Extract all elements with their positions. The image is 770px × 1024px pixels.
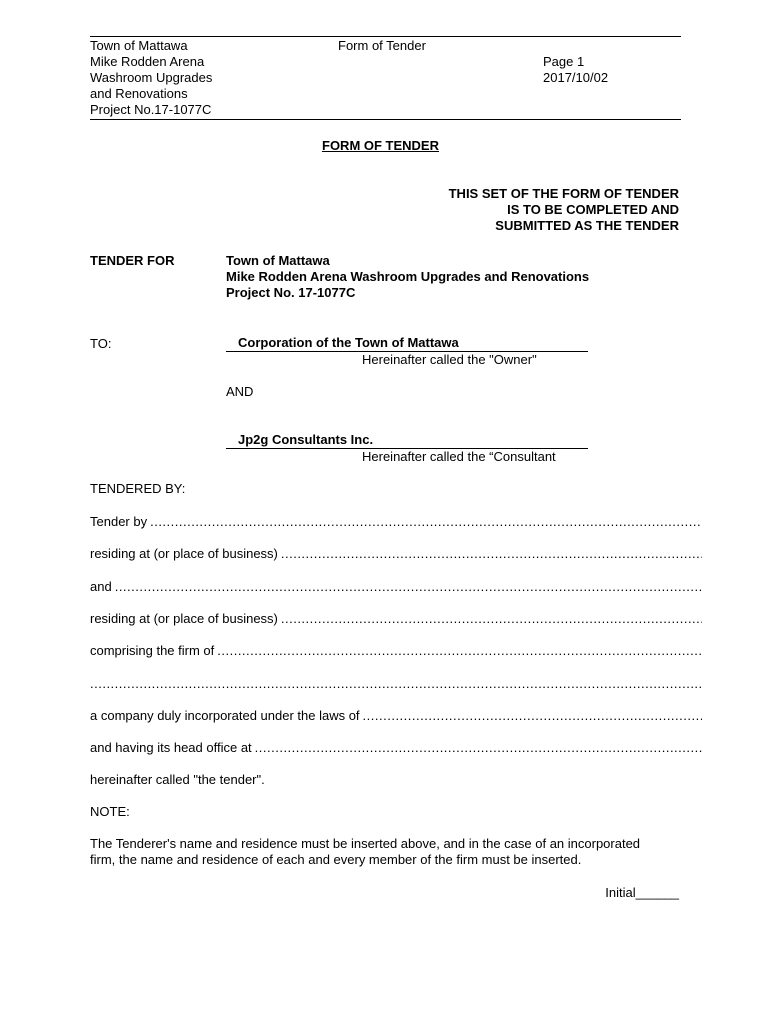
firm-continuation-field[interactable] bbox=[90, 675, 702, 691]
fill-line bbox=[150, 514, 702, 529]
field-label: Tender by bbox=[90, 514, 148, 529]
page-title: FORM OF TENDER bbox=[322, 138, 439, 153]
field-label: residing at (or place of business) bbox=[90, 546, 278, 561]
note-line: The Tenderer's name and residence must be inserted above, and in the case of an incorporated bbox=[90, 836, 641, 851]
note-text bbox=[90, 836, 640, 868]
tender-for-line: Town of Mattawa bbox=[226, 253, 330, 268]
fill-line bbox=[281, 546, 702, 561]
header-line: Mike Rodden Arena bbox=[90, 54, 205, 69]
consultant-line bbox=[226, 431, 588, 449]
field-label: comprising the firm of bbox=[90, 643, 215, 658]
instruction-block bbox=[449, 186, 679, 234]
fill-line bbox=[115, 579, 702, 594]
header-project-info bbox=[90, 38, 212, 118]
header-line: Washroom Upgrades bbox=[90, 70, 213, 85]
tender-for-label: TENDER FOR bbox=[90, 253, 175, 268]
tender-for-details bbox=[226, 253, 589, 301]
consultant-caption: Hereinafter called the “Consultant bbox=[362, 449, 556, 464]
header-center-title: Form of Tender bbox=[338, 38, 426, 53]
header-date: 2017/10/02 bbox=[543, 70, 609, 85]
head-office-field[interactable] bbox=[90, 739, 702, 755]
note-label: NOTE: bbox=[90, 804, 130, 819]
owner-name: Corporation of the Town of Mattawa bbox=[238, 335, 459, 350]
residing-at-field-1[interactable] bbox=[90, 545, 702, 561]
owner-caption: Hereinafter called the "Owner" bbox=[362, 352, 537, 367]
and-label: AND bbox=[226, 384, 254, 399]
field-label: a company duly incorporated under the laws of bbox=[90, 708, 360, 723]
instruction-line: SUBMITTED AS THE TENDER bbox=[495, 218, 679, 233]
firm-field[interactable] bbox=[90, 642, 702, 658]
closing-text: hereinafter called "the tender". bbox=[90, 772, 265, 787]
header-top-rule bbox=[90, 36, 681, 37]
instruction-line: IS TO BE COMPLETED AND bbox=[507, 202, 679, 217]
header-page-number: Page 1 bbox=[543, 54, 585, 69]
to-label: TO: bbox=[90, 336, 112, 351]
residing-at-field-2[interactable] bbox=[90, 610, 702, 626]
tender-for-line: Project No. 17-1077C bbox=[226, 285, 356, 300]
fill-line bbox=[90, 676, 702, 691]
note-line: firm, the name and residence of each and every member of the firm must be inserted. bbox=[90, 852, 582, 867]
incorporation-field[interactable] bbox=[90, 707, 702, 723]
header-line: and Renovations bbox=[90, 86, 188, 101]
tendered-by-label: TENDERED BY: bbox=[90, 481, 186, 496]
field-label: and having its head office at bbox=[90, 740, 252, 755]
consultant-name: Jp2g Consultants Inc. bbox=[238, 432, 374, 447]
header-line: Project No.17-1077C bbox=[90, 102, 212, 117]
fill-line bbox=[281, 611, 702, 626]
fill-line bbox=[255, 740, 702, 755]
instruction-line: THIS SET OF THE FORM OF TENDER bbox=[448, 186, 679, 201]
tender-for-line: Mike Rodden Arena Washroom Upgrades and Renovations bbox=[226, 269, 590, 284]
header-line: Town of Mattawa bbox=[90, 38, 188, 53]
field-label: residing at (or place of business) bbox=[90, 611, 278, 626]
field-label: and bbox=[90, 579, 112, 594]
fill-line bbox=[363, 708, 702, 723]
and-field[interactable] bbox=[90, 578, 702, 594]
fill-line bbox=[217, 643, 702, 658]
header-bottom-rule bbox=[90, 119, 681, 120]
owner-line bbox=[226, 334, 588, 352]
initial-field[interactable]: Initial______ bbox=[605, 885, 679, 900]
tender-by-field[interactable] bbox=[90, 513, 702, 529]
